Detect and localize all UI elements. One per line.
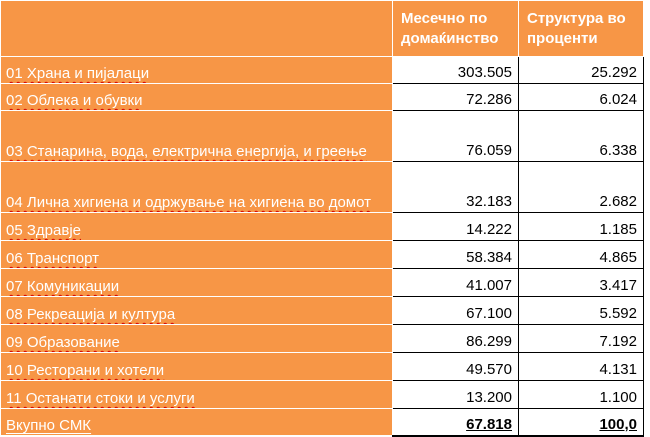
row-structure: 5.592 bbox=[519, 297, 644, 325]
header-blank-cell bbox=[1, 1, 393, 57]
table-row bbox=[1, 353, 644, 381]
table-row bbox=[1, 381, 644, 409]
total-row bbox=[1, 409, 644, 436]
row-monthly: 58.384 bbox=[393, 241, 519, 269]
row-monthly: 14.222 bbox=[393, 213, 519, 241]
table-row bbox=[1, 57, 644, 84]
table-row bbox=[1, 213, 644, 241]
row-category: 04 Лична хигиена и одржување на хигиена во домот bbox=[1, 162, 393, 213]
row-category: 05 Здравје bbox=[1, 213, 393, 241]
row-structure: 4.131 bbox=[519, 353, 644, 381]
row-structure: 3.417 bbox=[519, 269, 644, 297]
total-category: Вкупно СМК bbox=[1, 409, 393, 436]
table-row bbox=[1, 241, 644, 269]
table-row bbox=[1, 297, 644, 325]
table-row bbox=[1, 325, 644, 353]
row-monthly: 67.100 bbox=[393, 297, 519, 325]
row-category: 08 Рекреација и култура bbox=[1, 297, 393, 325]
table-row bbox=[1, 111, 644, 162]
row-structure: 1.100 bbox=[519, 381, 644, 409]
row-monthly: 86.299 bbox=[393, 325, 519, 353]
table-row bbox=[1, 269, 644, 297]
row-monthly: 72.286 bbox=[393, 84, 519, 111]
row-category: 07 Комуникации bbox=[1, 269, 393, 297]
row-structure: 1.185 bbox=[519, 213, 644, 241]
row-category: 10 Ресторани и хотели bbox=[1, 353, 393, 381]
total-structure: 100,0 bbox=[519, 409, 644, 436]
row-structure: 7.192 bbox=[519, 325, 644, 353]
row-monthly: 32.183 bbox=[393, 162, 519, 213]
row-monthly: 76.059 bbox=[393, 111, 519, 162]
row-structure: 25.292 bbox=[519, 57, 644, 84]
table-row bbox=[1, 162, 644, 213]
table-header-row bbox=[1, 1, 644, 57]
row-structure: 4.865 bbox=[519, 241, 644, 269]
row-monthly: 13.200 bbox=[393, 381, 519, 409]
total-monthly: 67.818 bbox=[393, 409, 519, 436]
row-category: 06 Транспорт bbox=[1, 241, 393, 269]
row-category: 01 Храна и пијалаци bbox=[1, 57, 393, 84]
row-category: 03 Станарина, вода, електрична енергија, и греење bbox=[1, 111, 393, 162]
row-structure: 6.338 bbox=[519, 111, 644, 162]
row-monthly: 303.505 bbox=[393, 57, 519, 84]
header-monthly: Месечно по домаќинство bbox=[393, 1, 519, 57]
row-category: 02 Облека и обувки bbox=[1, 84, 393, 111]
table-row bbox=[1, 84, 644, 111]
row-category: 09 Образование bbox=[1, 325, 393, 353]
row-structure: 6.024 bbox=[519, 84, 644, 111]
row-monthly: 49.570 bbox=[393, 353, 519, 381]
header-structure: Структура во проценти bbox=[519, 1, 644, 57]
row-monthly: 41.007 bbox=[393, 269, 519, 297]
row-category: 11 Останати стоки и услуги bbox=[1, 381, 393, 409]
row-structure: 2.682 bbox=[519, 162, 644, 213]
